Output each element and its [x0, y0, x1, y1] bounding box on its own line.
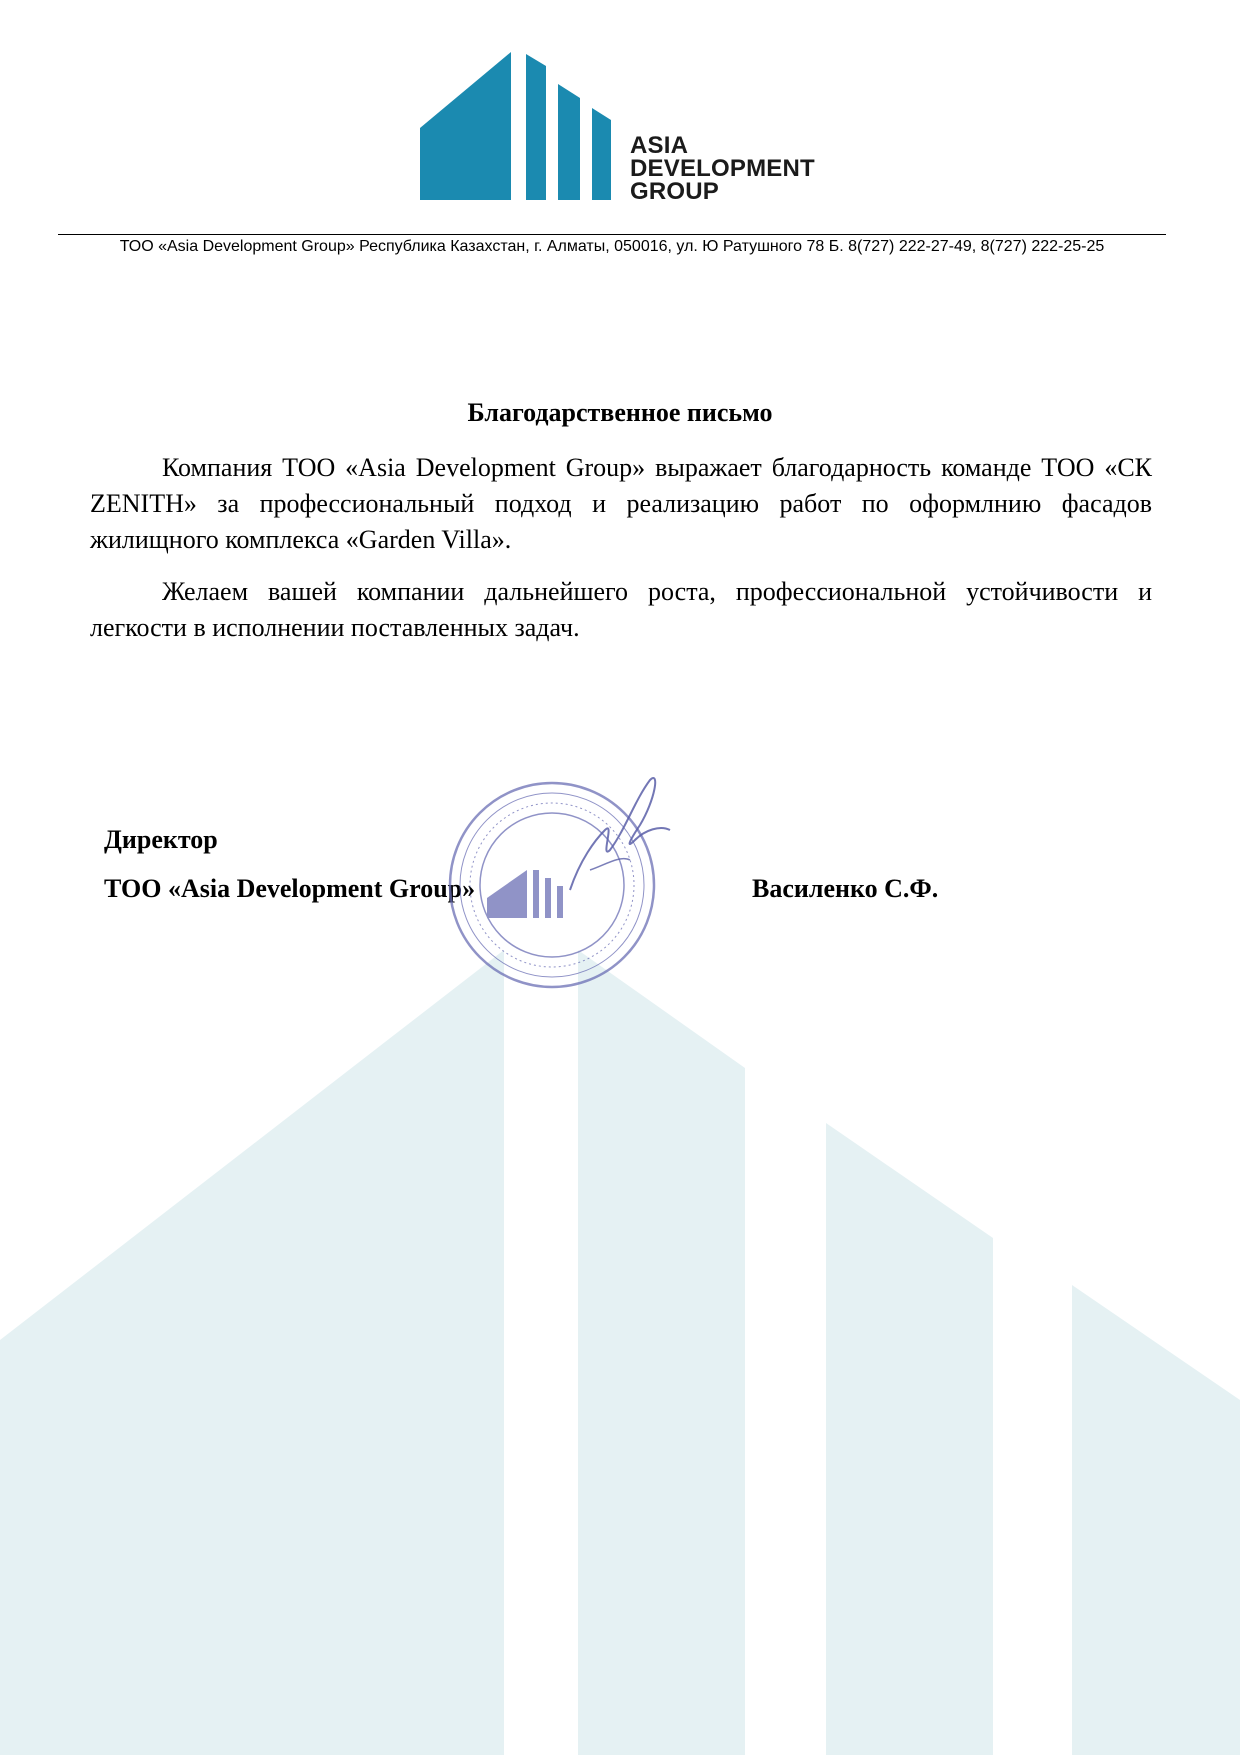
company-logo-text — [630, 134, 815, 203]
company-address: ТОО «Asia Development Group» Республика Казахстан, г. Алматы, 050016, ул. Ю Ратушного 78 Б. 8(727) 222-27-49, 8(727) 222-25-25 — [119, 238, 1105, 255]
logo-line-3: GROUP — [630, 178, 720, 205]
signer-name: Василенко С.Ф. — [752, 874, 939, 903]
handwritten-signature-icon — [560, 770, 680, 900]
signer-company: ТОО «Asia Development Group» — [104, 874, 476, 903]
logo-line-2: DEVELOPMENT — [630, 155, 815, 182]
logo-line-1: ASIA — [630, 132, 689, 159]
letter-title: Благодарственное письмо — [467, 398, 773, 427]
header-divider — [58, 234, 1166, 235]
signer-role: Директор — [104, 825, 218, 854]
letter-paragraph-1: Компания ТОО «Asia Development Group» выражает благодарность команде ТОО «СК ZENITH» за профессиональный подход и реализацию работ по оформлнию фасадов жилищного комплекса «Garden Villa». — [90, 453, 1152, 554]
letter-paragraph-2: Желаем вашей компании дальнейшего роста, профессиональной устойчивости и легкости в исполнении поставленных задач. — [90, 577, 1152, 642]
